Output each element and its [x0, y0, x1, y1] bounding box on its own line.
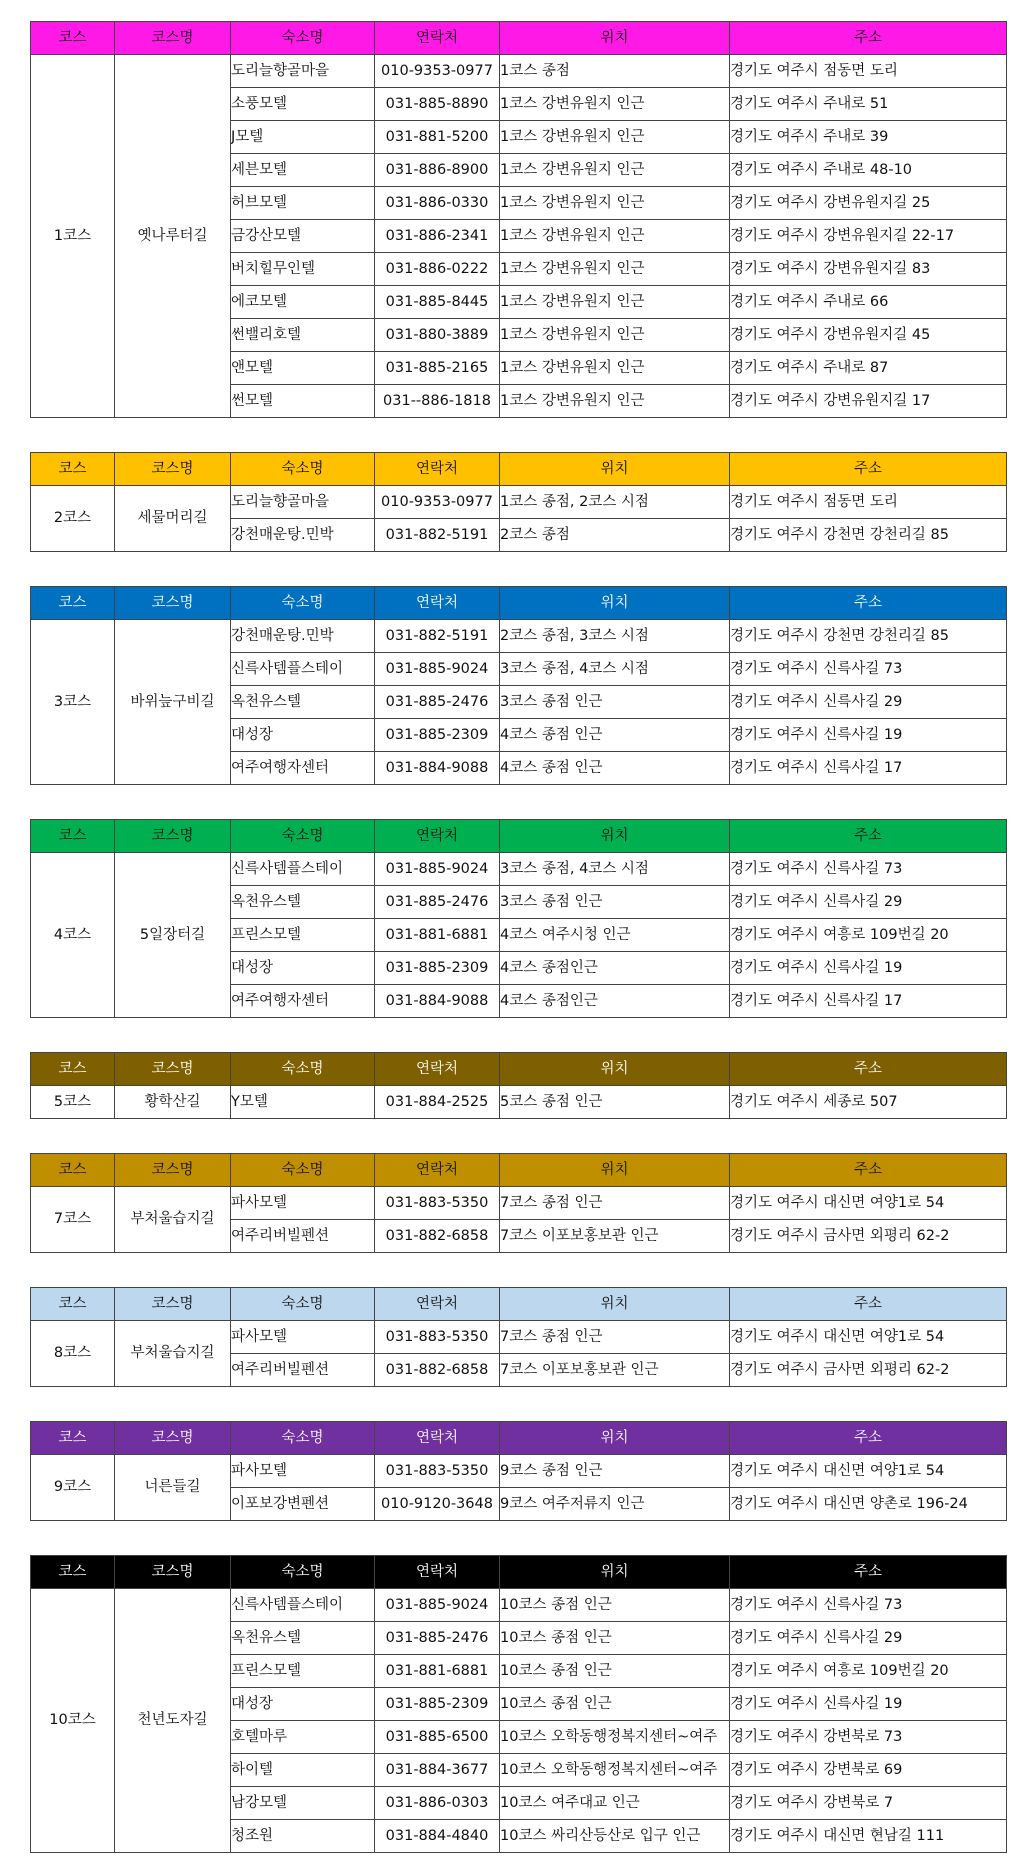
phone-number: 031-884-2525 — [375, 1086, 500, 1119]
phone-number: 031-882-5191 — [375, 620, 500, 653]
location: 2코스 종점 — [500, 519, 730, 552]
phone-number: 031-885-2476 — [375, 686, 500, 719]
phone-number: 031-882-6858 — [375, 1220, 500, 1253]
header-course-name: 코스명 — [115, 1288, 231, 1321]
address: 경기도 여주시 신륵사길 73 — [730, 1589, 1007, 1622]
header-address: 주소 — [730, 453, 1007, 486]
header-course: 코스 — [31, 587, 115, 620]
phone-number: 031-885-2476 — [375, 886, 500, 919]
course-name: 옛나루터길 — [115, 55, 231, 418]
course-number: 2코스 — [31, 486, 115, 552]
phone-number: 031-881-5200 — [375, 121, 500, 154]
address: 경기도 여주시 강변유원지길 22-17 — [730, 220, 1007, 253]
location: 7코스 종점 인근 — [500, 1321, 730, 1354]
lodging-name: Y모텔 — [231, 1086, 375, 1119]
lodging-name: 파사모텔 — [231, 1321, 375, 1354]
address: 경기도 여주시 세종로 507 — [730, 1086, 1007, 1119]
header-course-name: 코스명 — [115, 1154, 231, 1187]
lodging-name: 옥천유스텔 — [231, 1622, 375, 1655]
phone-number: 031-884-9088 — [375, 752, 500, 785]
location: 1코스 강변유원지 인근 — [500, 220, 730, 253]
phone-number: 031-885-6500 — [375, 1721, 500, 1754]
course-table — [30, 1052, 1007, 1119]
header-address: 주소 — [730, 1288, 1007, 1321]
address: 경기도 여주시 대신면 현남길 111 — [730, 1820, 1007, 1853]
address: 경기도 여주시 주내로 66 — [730, 286, 1007, 319]
course-table — [30, 819, 1007, 1018]
table-header-row — [31, 1422, 1007, 1455]
header-lodging-name: 숙소명 — [231, 453, 375, 486]
course-table — [30, 1153, 1007, 1253]
header-lodging-name: 숙소명 — [231, 1288, 375, 1321]
phone-number: 031-886-0303 — [375, 1787, 500, 1820]
lodging-name: 금강산모텔 — [231, 220, 375, 253]
lodging-name: 신륵사템플스테이 — [231, 853, 375, 886]
header-course: 코스 — [31, 1154, 115, 1187]
header-lodging-name: 숙소명 — [231, 1154, 375, 1187]
lodging-name: 신륵사템플스테이 — [231, 653, 375, 686]
lodging-name: 대성장 — [231, 719, 375, 752]
phone-number: 031-883-5350 — [375, 1321, 500, 1354]
address: 경기도 여주시 대신면 여양1로 54 — [730, 1321, 1007, 1354]
lodging-name: 에코모텔 — [231, 286, 375, 319]
table-header-row — [31, 1154, 1007, 1187]
header-phone: 연락처 — [375, 1288, 500, 1321]
lodging-name: 호텔마루 — [231, 1721, 375, 1754]
lodging-name: 세븐모텔 — [231, 154, 375, 187]
header-location: 위치 — [500, 820, 730, 853]
lodging-name: 이포보강변펜션 — [231, 1488, 375, 1521]
address: 경기도 여주시 신륵사길 19 — [730, 1688, 1007, 1721]
header-phone: 연락처 — [375, 22, 500, 55]
address: 경기도 여주시 강변유원지길 83 — [730, 253, 1007, 286]
lodging-name: 남강모텔 — [231, 1787, 375, 1820]
phone-number: 031-886-0330 — [375, 187, 500, 220]
location: 4코스 종점인근 — [500, 985, 730, 1018]
course-name: 세물머리길 — [115, 486, 231, 552]
lodging-name: 소풍모텔 — [231, 88, 375, 121]
lodging-name: 신륵사템플스테이 — [231, 1589, 375, 1622]
header-address: 주소 — [730, 1556, 1007, 1589]
lodging-name: 여주리버빌펜션 — [231, 1354, 375, 1387]
header-address: 주소 — [730, 1154, 1007, 1187]
address: 경기도 여주시 신륵사길 29 — [730, 1622, 1007, 1655]
header-lodging-name: 숙소명 — [231, 587, 375, 620]
phone-number: 031-883-5350 — [375, 1455, 500, 1488]
course-table — [30, 452, 1007, 552]
address: 경기도 여주시 강변북로 69 — [730, 1754, 1007, 1787]
phone-number: 031-882-6858 — [375, 1354, 500, 1387]
address: 경기도 여주시 주내로 87 — [730, 352, 1007, 385]
header-course-name: 코스명 — [115, 1422, 231, 1455]
header-phone: 연락처 — [375, 820, 500, 853]
table-row — [31, 486, 1007, 519]
course-number: 5코스 — [31, 1086, 115, 1119]
header-address: 주소 — [730, 22, 1007, 55]
lodging-name: 도리늘향골마을 — [231, 55, 375, 88]
course-name: 바위늪구비길 — [115, 620, 231, 785]
location: 7코스 종점 인근 — [500, 1187, 730, 1220]
phone-number: 031-885-8445 — [375, 286, 500, 319]
phone-number: 010-9120-3648 — [375, 1488, 500, 1521]
header-phone: 연락처 — [375, 1556, 500, 1589]
lodging-name: 썬모텔 — [231, 385, 375, 418]
course-table — [30, 1555, 1007, 1853]
header-location: 위치 — [500, 22, 730, 55]
phone-number: 031-885-2476 — [375, 1622, 500, 1655]
header-course-name: 코스명 — [115, 22, 231, 55]
address: 경기도 여주시 주내로 48-10 — [730, 154, 1007, 187]
location: 10코스 여주대교 인근 — [500, 1787, 730, 1820]
address: 경기도 여주시 대신면 여양1로 54 — [730, 1187, 1007, 1220]
location: 2코스 종점, 3코스 시점 — [500, 620, 730, 653]
course-table — [30, 1421, 1007, 1521]
location: 1코스 강변유원지 인근 — [500, 121, 730, 154]
address: 경기도 여주시 점동면 도리 — [730, 55, 1007, 88]
header-course: 코스 — [31, 1422, 115, 1455]
address: 경기도 여주시 주내로 51 — [730, 88, 1007, 121]
location: 4코스 여주시청 인근 — [500, 919, 730, 952]
address: 경기도 여주시 점동면 도리 — [730, 486, 1007, 519]
location: 1코스 종점, 2코스 시점 — [500, 486, 730, 519]
location: 10코스 종점 인근 — [500, 1589, 730, 1622]
table-header-row — [31, 453, 1007, 486]
location: 10코스 오학동행정복지센터~여주 — [500, 1754, 730, 1787]
header-location: 위치 — [500, 1422, 730, 1455]
address: 경기도 여주시 여흥로 109번길 20 — [730, 919, 1007, 952]
address: 경기도 여주시 신륵사길 17 — [730, 752, 1007, 785]
phone-number: 031-884-3677 — [375, 1754, 500, 1787]
address: 경기도 여주시 강천면 강천리길 85 — [730, 620, 1007, 653]
header-address: 주소 — [730, 1053, 1007, 1086]
address: 경기도 여주시 강변유원지길 25 — [730, 187, 1007, 220]
address: 경기도 여주시 신륵사길 19 — [730, 952, 1007, 985]
phone-number: 031-885-2165 — [375, 352, 500, 385]
course-name: 부처울습지길 — [115, 1187, 231, 1253]
phone-number: 031-880-3889 — [375, 319, 500, 352]
location: 9코스 여주저류지 인근 — [500, 1488, 730, 1521]
header-lodging-name: 숙소명 — [231, 1053, 375, 1086]
phone-number: 031-883-5350 — [375, 1187, 500, 1220]
lodging-name: 하이텔 — [231, 1754, 375, 1787]
header-course: 코스 — [31, 453, 115, 486]
table-row — [31, 1187, 1007, 1220]
course-name: 황학산길 — [115, 1086, 231, 1119]
address: 경기도 여주시 신륵사길 17 — [730, 985, 1007, 1018]
location: 1코스 강변유원지 인근 — [500, 319, 730, 352]
location: 4코스 종점인근 — [500, 952, 730, 985]
location: 5코스 종점 인근 — [500, 1086, 730, 1119]
phone-number: 031-885-2309 — [375, 1688, 500, 1721]
course-number: 7코스 — [31, 1187, 115, 1253]
location: 1코스 강변유원지 인근 — [500, 154, 730, 187]
address: 경기도 여주시 여흥로 109번길 20 — [730, 1655, 1007, 1688]
lodging-name: J모텔 — [231, 121, 375, 154]
course-number: 1코스 — [31, 55, 115, 418]
header-phone: 연락처 — [375, 1053, 500, 1086]
location: 10코스 종점 인근 — [500, 1655, 730, 1688]
header-location: 위치 — [500, 1556, 730, 1589]
lodging-name: 썬밸리호텔 — [231, 319, 375, 352]
lodging-name: 청조원 — [231, 1820, 375, 1853]
table-row — [31, 620, 1007, 653]
location: 4코스 종점 인근 — [500, 752, 730, 785]
table-header-row — [31, 1288, 1007, 1321]
table-row — [31, 1321, 1007, 1354]
table-header-row — [31, 22, 1007, 55]
lodging-name: 대성장 — [231, 952, 375, 985]
lodging-name: 파사모텔 — [231, 1455, 375, 1488]
table-header-row — [31, 587, 1007, 620]
header-address: 주소 — [730, 820, 1007, 853]
header-location: 위치 — [500, 587, 730, 620]
location: 4코스 종점 인근 — [500, 719, 730, 752]
phone-number: 031-885-9024 — [375, 853, 500, 886]
address: 경기도 여주시 강변북로 7 — [730, 1787, 1007, 1820]
table-row — [31, 853, 1007, 886]
header-phone: 연락처 — [375, 453, 500, 486]
address: 경기도 여주시 금사면 외평리 62-2 — [730, 1354, 1007, 1387]
header-course: 코스 — [31, 1288, 115, 1321]
phone-number: 031-886-2341 — [375, 220, 500, 253]
phone-number: 031-885-2309 — [375, 952, 500, 985]
location: 1코스 강변유원지 인근 — [500, 286, 730, 319]
lodging-name: 강천매운탕.민박 — [231, 620, 375, 653]
table-row — [31, 1086, 1007, 1119]
lodging-name: 버치힐무인텔 — [231, 253, 375, 286]
header-course: 코스 — [31, 1556, 115, 1589]
location: 10코스 싸리산등산로 입구 인근 — [500, 1820, 730, 1853]
lodging-name: 앤모텔 — [231, 352, 375, 385]
course-name: 부처울습지길 — [115, 1321, 231, 1387]
header-course: 코스 — [31, 820, 115, 853]
address: 경기도 여주시 대신면 여양1로 54 — [730, 1455, 1007, 1488]
phone-number: 031-886-8900 — [375, 154, 500, 187]
phone-number: 031-886-0222 — [375, 253, 500, 286]
lodging-name: 파사모텔 — [231, 1187, 375, 1220]
header-lodging-name: 숙소명 — [231, 1556, 375, 1589]
phone-number: 010-9353-0977 — [375, 55, 500, 88]
location: 1코스 강변유원지 인근 — [500, 385, 730, 418]
course-number: 3코스 — [31, 620, 115, 785]
location: 10코스 오학동행정복지센터~여주 — [500, 1721, 730, 1754]
header-location: 위치 — [500, 1154, 730, 1187]
table-header-row — [31, 1053, 1007, 1086]
phone-number: 031-882-5191 — [375, 519, 500, 552]
header-lodging-name: 숙소명 — [231, 1422, 375, 1455]
address: 경기도 여주시 강천면 강천리길 85 — [730, 519, 1007, 552]
location: 1코스 강변유원지 인근 — [500, 253, 730, 286]
address: 경기도 여주시 금사면 외평리 62-2 — [730, 1220, 1007, 1253]
lodging-name: 여주리버빌펜션 — [231, 1220, 375, 1253]
course-name: 5일장터길 — [115, 853, 231, 1018]
table-row — [31, 55, 1007, 88]
location: 1코스 종점 — [500, 55, 730, 88]
location: 10코스 종점 인근 — [500, 1688, 730, 1721]
lodging-name: 허브모텔 — [231, 187, 375, 220]
phone-number: 031-885-8890 — [375, 88, 500, 121]
phone-number: 010-9353-0977 — [375, 486, 500, 519]
location: 3코스 종점 인근 — [500, 686, 730, 719]
header-course-name: 코스명 — [115, 820, 231, 853]
lodging-name: 프린스모텔 — [231, 919, 375, 952]
lodging-name: 대성장 — [231, 1688, 375, 1721]
header-course-name: 코스명 — [115, 1556, 231, 1589]
header-location: 위치 — [500, 1053, 730, 1086]
address: 경기도 여주시 신륵사길 29 — [730, 686, 1007, 719]
table-header-row — [31, 1556, 1007, 1589]
phone-number: 031-881-6881 — [375, 1655, 500, 1688]
address: 경기도 여주시 강변북로 73 — [730, 1721, 1007, 1754]
phone-number: 031-881-6881 — [375, 919, 500, 952]
location: 3코스 종점, 4코스 시점 — [500, 653, 730, 686]
address: 경기도 여주시 신륵사길 73 — [730, 853, 1007, 886]
address: 경기도 여주시 대신면 양촌로 196-24 — [730, 1488, 1007, 1521]
location: 9코스 종점 인근 — [500, 1455, 730, 1488]
address: 경기도 여주시 신륵사길 73 — [730, 653, 1007, 686]
course-table — [30, 1287, 1007, 1387]
course-name: 천년도자길 — [115, 1589, 231, 1853]
header-lodging-name: 숙소명 — [231, 820, 375, 853]
header-course: 코스 — [31, 1053, 115, 1086]
lodging-name: 강천매운탕.민박 — [231, 519, 375, 552]
location: 10코스 종점 인근 — [500, 1622, 730, 1655]
lodging-tables-container — [30, 21, 1006, 1853]
lodging-name: 옥천유스텔 — [231, 886, 375, 919]
location: 1코스 강변유원지 인근 — [500, 187, 730, 220]
phone-number: 031--886-1818 — [375, 385, 500, 418]
header-phone: 연락처 — [375, 587, 500, 620]
header-course: 코스 — [31, 22, 115, 55]
address: 경기도 여주시 신륵사길 29 — [730, 886, 1007, 919]
table-row — [31, 1455, 1007, 1488]
course-number: 9코스 — [31, 1455, 115, 1521]
course-table — [30, 586, 1007, 785]
header-location: 위치 — [500, 1288, 730, 1321]
header-course-name: 코스명 — [115, 1053, 231, 1086]
address: 경기도 여주시 강변유원지길 45 — [730, 319, 1007, 352]
location: 3코스 종점, 4코스 시점 — [500, 853, 730, 886]
table-header-row — [31, 820, 1007, 853]
course-number: 10코스 — [31, 1589, 115, 1853]
lodging-name: 여주여행자센터 — [231, 985, 375, 1018]
course-number: 4코스 — [31, 853, 115, 1018]
location: 3코스 종점 인근 — [500, 886, 730, 919]
header-address: 주소 — [730, 1422, 1007, 1455]
lodging-name: 프린스모텔 — [231, 1655, 375, 1688]
table-row — [31, 1589, 1007, 1622]
header-phone: 연락처 — [375, 1154, 500, 1187]
location: 1코스 강변유원지 인근 — [500, 352, 730, 385]
phone-number: 031-885-9024 — [375, 1589, 500, 1622]
address: 경기도 여주시 강변유원지길 17 — [730, 385, 1007, 418]
phone-number: 031-884-9088 — [375, 985, 500, 1018]
header-course-name: 코스명 — [115, 587, 231, 620]
header-course-name: 코스명 — [115, 453, 231, 486]
header-lodging-name: 숙소명 — [231, 22, 375, 55]
lodging-name: 옥천유스텔 — [231, 686, 375, 719]
phone-number: 031-885-2309 — [375, 719, 500, 752]
lodging-name: 도리늘향골마을 — [231, 486, 375, 519]
course-name: 너른들길 — [115, 1455, 231, 1521]
location: 7코스 이포보홍보관 인근 — [500, 1354, 730, 1387]
address: 경기도 여주시 주내로 39 — [730, 121, 1007, 154]
header-location: 위치 — [500, 453, 730, 486]
header-address: 주소 — [730, 587, 1007, 620]
location: 1코스 강변유원지 인근 — [500, 88, 730, 121]
header-phone: 연락처 — [375, 1422, 500, 1455]
lodging-name: 여주여행자센터 — [231, 752, 375, 785]
course-table — [30, 21, 1007, 418]
phone-number: 031-884-4840 — [375, 1820, 500, 1853]
phone-number: 031-885-9024 — [375, 653, 500, 686]
course-number: 8코스 — [31, 1321, 115, 1387]
address: 경기도 여주시 신륵사길 19 — [730, 719, 1007, 752]
location: 7코스 이포보홍보관 인근 — [500, 1220, 730, 1253]
